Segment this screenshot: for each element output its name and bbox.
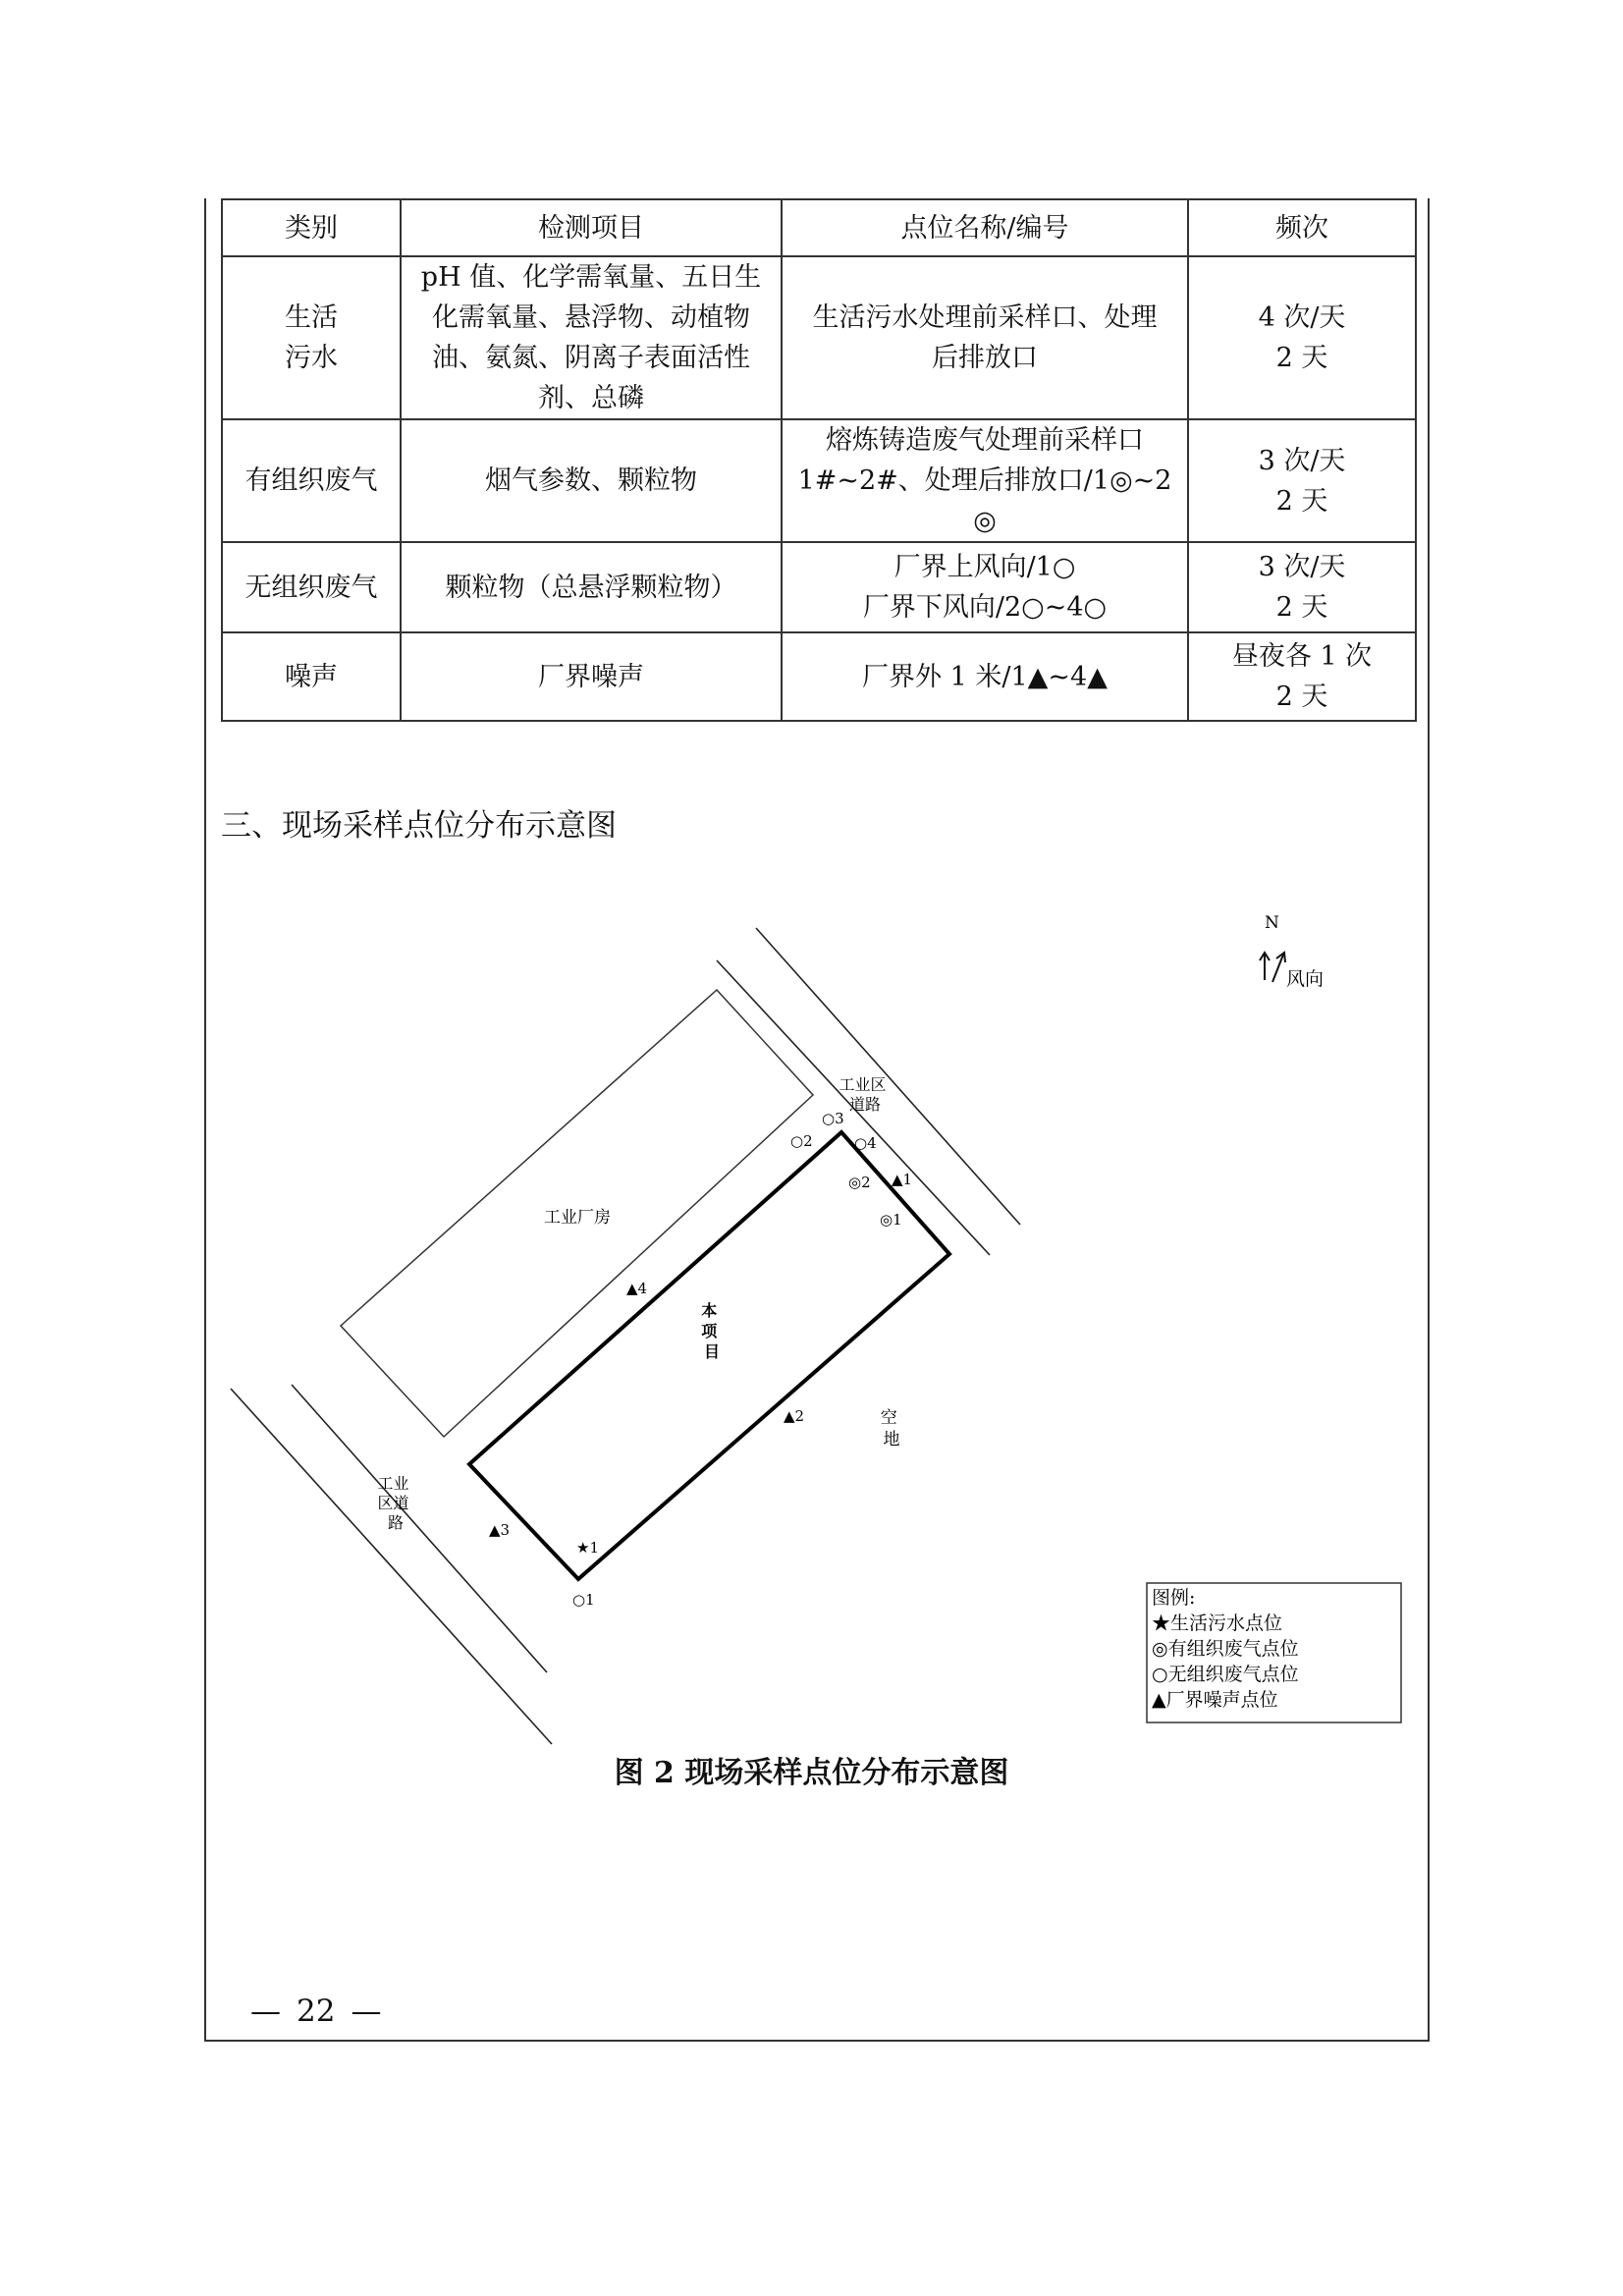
header-items: 检测项目 (401, 199, 782, 256)
road-label-left: 工业 区道 路 (377, 1474, 409, 1532)
cell-items: pH 值、化学需氧量、五日生 化需氧量、悬浮物、动植物 油、氨氮、阴离子表面活性 剂、总磷 (401, 256, 782, 419)
figure-caption: 图 2 现场采样点位分布示意图 (614, 1756, 1009, 1790)
empty-land-label: 空 地 (880, 1408, 900, 1449)
marker-o4: ○4 (854, 1134, 877, 1152)
cell-category: 噪声 (222, 632, 401, 721)
north-arrow-icon (1260, 953, 1285, 982)
marker-n4: ▲4 (626, 1280, 648, 1297)
marker-d1: ◎1 (880, 1211, 902, 1229)
header-category: 类别 (222, 199, 401, 256)
marker-n3: ▲3 (489, 1521, 511, 1539)
svg-text:图例: ★生活污水点位 ◎有组织废气: 图例: ★生活污水点位 ◎有组织废气点位 ○无组织废气点位 ▲厂界噪声点位 (1152, 1587, 1299, 1711)
cell-points: 熔炼铸造废气处理前采样口 1#~2#、处理后排放口/1◎~2 ◎ (782, 419, 1188, 542)
cell-points: 厂界上风向/1○ 厂界下风向/2○~4○ (782, 542, 1188, 632)
cell-frequency: 昼夜各 1 次 2 天 (1188, 632, 1416, 721)
table-row (222, 256, 1416, 419)
road-label-top: 工业区 道路 (839, 1075, 887, 1114)
monitoring-table (221, 198, 1417, 722)
marker-n1: ▲1 (892, 1171, 913, 1188)
marker-o3: ○3 (822, 1110, 844, 1127)
cell-frequency: 3 次/天 2 天 (1188, 542, 1416, 632)
cell-items: 烟气参数、颗粒物 (401, 419, 782, 542)
header-points: 点位名称/编号 (782, 199, 1188, 256)
project-label: 本 项 目 (701, 1301, 721, 1361)
cell-category: 生活 污水 (222, 256, 401, 419)
cell-category: 无组织废气 (222, 542, 401, 632)
cell-category: 有组织废气 (222, 419, 401, 542)
marker-d2: ◎2 (848, 1174, 871, 1191)
sampling-markers (489, 1110, 912, 1609)
cell-frequency: 3 次/天 2 天 (1188, 419, 1416, 542)
north-label: N (1265, 913, 1279, 933)
cell-frequency: 4 次/天 2 天 (1188, 256, 1416, 419)
cell-items: 颗粒物（总悬浮颗粒物） (401, 542, 782, 632)
table-header-row (222, 199, 1416, 256)
page-number: — 22 — (250, 1994, 382, 2029)
marker-n2: ▲2 (784, 1407, 805, 1425)
marker-o1: ○1 (572, 1591, 595, 1609)
table-row (222, 632, 1416, 721)
sampling-site-diagram (221, 903, 1415, 1787)
marker-s1: ★1 (576, 1539, 599, 1557)
header-frequency: 频次 (1188, 199, 1416, 256)
wind-label: 风向 (1286, 968, 1325, 990)
road-lines (231, 928, 1020, 1744)
diagram-legend (1147, 1583, 1401, 1722)
factory-label: 工业厂房 (544, 1208, 611, 1228)
cell-items: 厂界噪声 (401, 632, 782, 721)
table-row (222, 419, 1416, 542)
table-row (222, 542, 1416, 632)
section-title: 三、现场采样点位分布示意图 (221, 808, 617, 844)
cell-points: 生活污水处理前采样口、处理 后排放口 (782, 256, 1188, 419)
marker-o2: ○2 (790, 1132, 813, 1150)
cell-points: 厂界外 1 米/1▲~4▲ (782, 632, 1188, 721)
